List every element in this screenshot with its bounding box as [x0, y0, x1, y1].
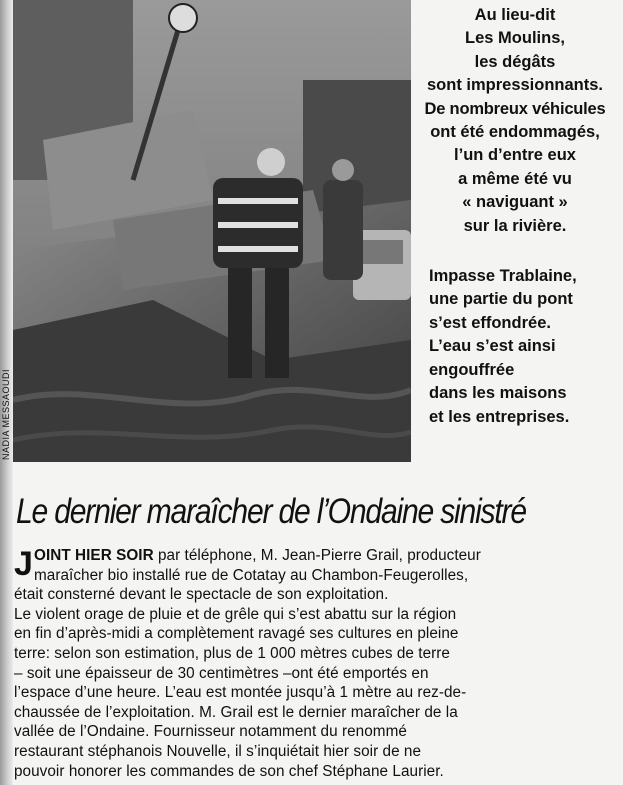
caption-line: Les Moulins, — [465, 29, 565, 48]
article-line: en fin d’après-midi a complètement ravagé ses cultures en pleine — [14, 625, 459, 643]
caption-line: De nombreux véhicules — [424, 99, 606, 118]
photo-illustration — [13, 0, 411, 462]
caption-line: sur la rivière. — [463, 216, 567, 235]
caption-line: s’est effondrée. — [429, 313, 551, 332]
caption-line: a même été vu — [458, 169, 572, 188]
article-body — [14, 546, 614, 781]
drop-cap: J — [14, 545, 33, 583]
article-line: chaussée de l’exploitation. M. Grail est le dernier maraîcher de la — [14, 703, 458, 721]
photo-credit: NADIA MESSAOUDI — [1, 368, 11, 460]
caption-line: et les entreprises. — [429, 407, 570, 426]
article-line: terre: selon son estimation, plus de 1 000 mètres cubes de terre — [14, 644, 450, 662]
article-line: l’espace d’une heure. L’eau est montée jusqu’à 1 mètre au rez-de- — [14, 684, 467, 702]
article-line: restaurant stéphanois Nouvelle, il s’inquiétait hier soir de ne — [14, 742, 422, 760]
article-lead: OINT HIER SOIR — [34, 547, 154, 564]
article-headline: Le dernier maraîcher de l’Ondaine sinistré — [16, 492, 526, 531]
caption-line: les dégâts — [474, 52, 556, 71]
caption-line: l’un d’entre eux — [454, 146, 576, 165]
article-line: pouvoir honorer les commandes de son chef Stéphane Laurier. — [14, 762, 444, 780]
flood-photo — [13, 0, 411, 462]
caption-line: Impasse Trablaine, — [429, 267, 577, 286]
caption-line: engouffrée — [429, 360, 515, 379]
article-line-text: par téléphone, M. Jean-Pierre Grail, producteur — [153, 547, 481, 564]
article-line — [14, 546, 614, 566]
article-line: était consterné devant le spectacle de son exploitation. — [14, 586, 389, 604]
caption-trablaine — [413, 265, 617, 429]
caption-line: Au lieu-dit — [474, 6, 556, 24]
caption-line: « naviguant » — [462, 193, 568, 212]
article-line: Le violent orage de pluie et de grêle qui s’est abattu sur la région — [14, 605, 457, 623]
article-line: vallée de l’Ondaine. Fournisseur notamment du renommé — [14, 723, 407, 741]
caption-line: dans les maisons — [429, 384, 567, 403]
caption-line: L’eau s’est ainsi — [429, 337, 556, 356]
caption-line: sont impressionnants. — [426, 76, 604, 95]
caption-line: une partie du pont — [429, 290, 573, 309]
photo-captions — [413, 4, 617, 429]
caption-moulins — [413, 4, 617, 238]
article-line: maraîcher bio installé rue de Cotatay au Chambon-Feugerolles, — [34, 566, 469, 584]
article-line: – soit une épaisseur de 30 centimètres –ont été emportés en — [14, 664, 429, 682]
caption-line: ont été endommagés, — [430, 123, 600, 142]
